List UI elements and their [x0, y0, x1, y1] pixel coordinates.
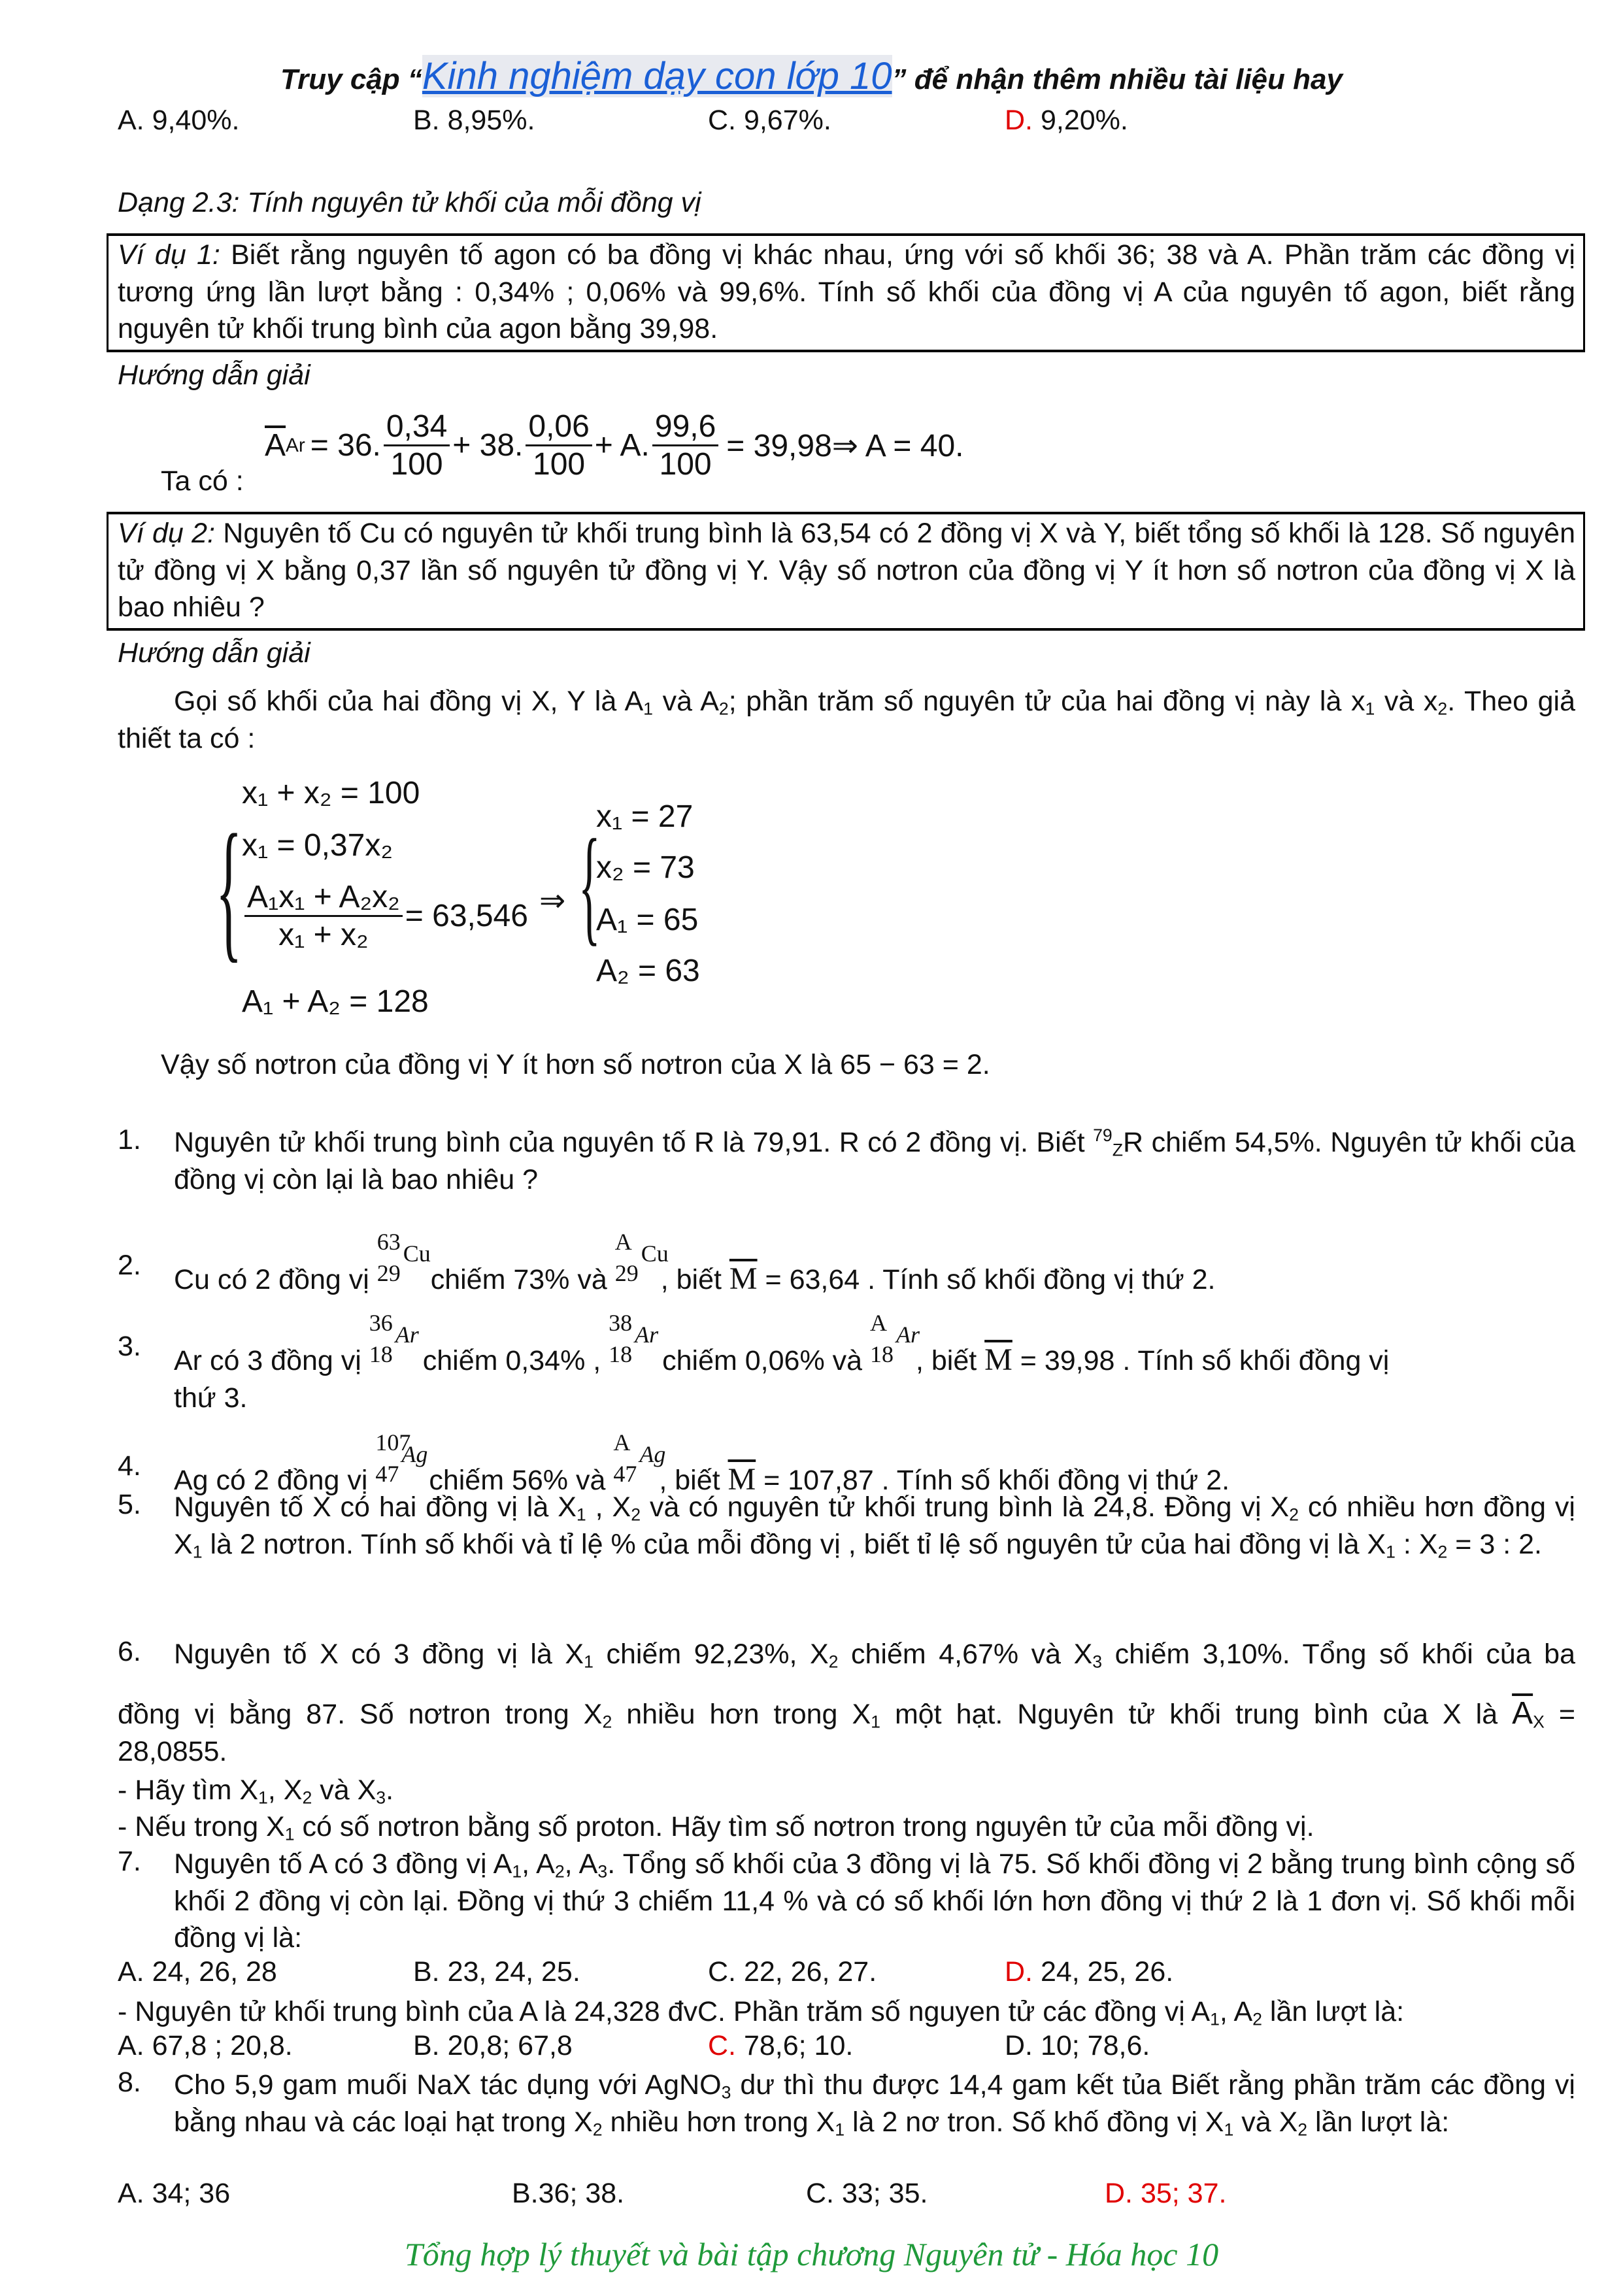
subscript: 3	[721, 2082, 731, 2103]
answer-marker: D.	[1005, 1956, 1033, 1988]
text-run: , A	[522, 1848, 555, 1880]
q-text: chiếm 73% và	[422, 1264, 615, 1295]
text-run: dư thì thu được 14,4 gam kết tủa Biết rằng phần trăm các đồng vị bằng nhau và các loại hạt trong X	[174, 2069, 1575, 2138]
q-text: Ar có 3 đồng vị	[174, 1345, 369, 1376]
atomic-number: 47	[375, 1461, 399, 1487]
text-run: Nguyên tố A có 3 đồng vị A	[174, 1848, 512, 1880]
conclusion: Vậy số nơtron của đồng vị Y ít hơn số nơtron của X là 65 − 63 = 2.	[161, 1049, 990, 1080]
subscript: 2	[1289, 1505, 1299, 1525]
mass-number: 107	[375, 1429, 411, 1456]
q-text: , biết	[660, 1264, 729, 1295]
mass-number: A	[614, 1229, 632, 1255]
subscript: 1	[1365, 699, 1375, 719]
question-number: 6.	[118, 1636, 141, 1667]
option-a: A. 67,8 ; 20,8.	[118, 2030, 293, 2061]
eq-line: x₁ = 0,37x₂	[242, 828, 393, 863]
option-b: B. 8,95%.	[413, 105, 535, 136]
example-2-text	[118, 515, 1575, 626]
subscript: 3	[597, 1861, 608, 1882]
eq-line: A₁ + A₂ = 128	[242, 984, 429, 1019]
q-text: = 63,64 . Tính số khối đồng vị thứ 2.	[757, 1264, 1216, 1295]
option-d-text: 24, 25, 26.	[1040, 1956, 1174, 1988]
atomic-number: 18	[369, 1341, 393, 1367]
q-text: Ag có 2 đồng vị	[174, 1465, 376, 1496]
text-run: có nhiều hơn đồng vị X	[174, 1491, 1575, 1560]
subscript: 1	[835, 2120, 845, 2140]
subscript: 2	[1252, 2009, 1262, 2029]
question-6-sub-2	[118, 1808, 1575, 1846]
option-c: C. 22, 26, 27.	[708, 1956, 877, 1988]
atomic-number: 47	[613, 1461, 637, 1487]
question-5	[174, 1489, 1575, 1563]
option-a: A. 34; 36	[118, 2178, 231, 2209]
text-run: một hạt. Nguyên tử khối trung bình của X là	[880, 1699, 1513, 1730]
option-c: C. 9,67%.	[708, 105, 831, 136]
option-a: A. 9,40%.	[118, 105, 240, 136]
subscript: Z	[1112, 1140, 1124, 1160]
question-2	[174, 1229, 1575, 1299]
isotope-notation	[614, 1229, 669, 1289]
q-text: chiếm 0,06% và	[654, 1345, 870, 1376]
answer-marker: C.	[708, 2030, 736, 2061]
text-run: và A	[652, 686, 719, 717]
question-number: 2.	[118, 1250, 141, 1281]
q-text: chiếm 0,34% ,	[414, 1345, 609, 1376]
right-brace: {	[578, 813, 601, 957]
header-banner	[0, 54, 1623, 98]
option-d	[1005, 105, 1128, 137]
element-symbol: Ag	[401, 1441, 428, 1467]
text-run: , X	[586, 1491, 631, 1523]
q-text: chiếm 56% và	[421, 1465, 614, 1496]
eq-line	[242, 879, 528, 953]
option-d-text: 9,20%.	[1040, 105, 1128, 136]
formula-term: + A.	[594, 428, 650, 463]
numerator: 0,06	[526, 408, 592, 446]
q-text: , biết	[659, 1465, 728, 1496]
denominator: x₁ + x₂	[278, 918, 369, 952]
option-b: B. 23, 24, 25.	[413, 1956, 580, 1988]
mass-number: A	[869, 1310, 887, 1336]
option-c	[708, 2030, 853, 2062]
question-8	[174, 2067, 1575, 2140]
isotope-notation	[869, 1310, 920, 1370]
numerator: A₁x₁ + A₂x₂	[244, 879, 403, 917]
text-run: chiếm 3,10%. Tổng số khối của ba	[1102, 1639, 1575, 1670]
text-run: lần lượt là:	[1262, 1996, 1405, 2027]
element-symbol: Ag	[639, 1441, 666, 1467]
text-run: , A	[564, 1848, 598, 1880]
fraction	[526, 408, 592, 482]
text-run: - Hãy tìm X	[118, 1774, 259, 1806]
mean-mass-sub: X	[1533, 1712, 1545, 1732]
text-run: nhiều hơn trong X	[602, 2106, 835, 2138]
subscript: 1	[1224, 2120, 1234, 2140]
subscript: 1	[871, 1712, 880, 1732]
atomic-number: 29	[614, 1260, 639, 1286]
subscript: 1	[512, 1861, 522, 1882]
element-symbol: Ar	[395, 1322, 419, 1348]
header-link[interactable]: Kinh nghiệm dạy con lớp 10	[422, 55, 892, 97]
question-number: 3.	[118, 1331, 141, 1362]
text-run: nhiều hơn trong X	[612, 1699, 871, 1730]
text-run: và X	[1233, 2106, 1298, 2138]
text-run: lần lượt là:	[1307, 2106, 1450, 2138]
result-line: x₁ = 27	[596, 799, 694, 834]
text-run: Gọi số khối của hai đồng vị X, Y là A	[174, 686, 644, 717]
question-number: 8.	[118, 2067, 141, 2098]
answer-marker: D.	[1005, 105, 1033, 136]
question-1	[174, 1124, 1575, 1198]
example-1-text	[118, 237, 1575, 348]
text-run: chiếm 4,67% và X	[838, 1639, 1093, 1670]
subscript: 2	[631, 1505, 641, 1525]
text-run: đồng vị bằng 87. Số nơtron trong X	[118, 1699, 603, 1730]
isotope-notation	[609, 1310, 659, 1370]
text-run: : X	[1395, 1528, 1438, 1560]
result-line: x₂ = 73	[596, 850, 695, 885]
isotope-notation	[369, 1310, 419, 1370]
option-a: A. 24, 26, 28	[118, 1956, 277, 1988]
guide-2-text	[118, 683, 1575, 757]
mean-mass-symbol: $\overline{M}$	[729, 1261, 758, 1296]
option-c-text: 78,6; 10.	[743, 2030, 854, 2061]
left-brace: {	[216, 802, 243, 976]
element-symbol: Ar	[635, 1322, 659, 1348]
isotope-notation	[376, 1229, 431, 1289]
formula-lead: Ta có :	[161, 465, 244, 497]
mass-number: 63	[376, 1229, 401, 1255]
subscript: 2	[1437, 699, 1448, 719]
fraction	[652, 408, 718, 482]
eq-value: = 63,546	[405, 899, 528, 933]
isotope-notation	[613, 1429, 666, 1489]
formula-lhs: $\overline{A}$	[265, 428, 286, 463]
text-run: . Tổng số khối của 3 đồng vị là 75. Số khối đồng vị 2 bằng trung bình cộng số khối 2 đồng vị còn lại. Đồng vị thứ 3 chiếm 11,4 % và có số khối lớn hơn đồng vị thứ 2 là 1 đơn vị. Số khối mỗi đồng vị là:	[174, 1848, 1576, 1954]
formula-result: = 39,98⇒ A = 40.	[726, 428, 964, 463]
q-text	[118, 1699, 1512, 1730]
option-b: B.36; 38.	[512, 2178, 625, 2209]
question-3	[174, 1310, 1575, 1416]
subscript: 1	[576, 1505, 586, 1525]
text-run: - Nếu trong X	[118, 1811, 285, 1842]
fraction	[244, 879, 403, 953]
header-prefix: Truy cập “	[280, 63, 422, 95]
guide-label-2: Hướng dẫn giải	[118, 637, 310, 669]
subscript: 2	[828, 1652, 839, 1672]
denominator: 100	[659, 447, 712, 482]
option-d	[1005, 1956, 1173, 1988]
header-suffix: ” để nhận thêm nhiều tài liệu hay	[892, 63, 1343, 95]
text-run: ; phần trăm số nguyên tử của hai đồng vị này là x	[728, 686, 1365, 717]
element-symbol: Cu	[403, 1240, 431, 1267]
text-run: .	[386, 1774, 394, 1806]
text-run: , X	[267, 1774, 303, 1806]
result-line: A₂ = 63	[596, 954, 700, 988]
question-6-sub-1	[118, 1772, 1575, 1809]
subscript: 1	[1386, 1542, 1396, 1562]
subscript: 1	[584, 1652, 594, 1672]
q-text: , biết	[915, 1345, 985, 1376]
implies-arrow: ⇒	[539, 884, 566, 918]
subscript: 2	[1437, 1542, 1448, 1562]
footer-title: Tổng hợp lý thuyết và bài tập chương Nguyên tử - Hóa học 10	[404, 2236, 1219, 2272]
subscript: 2	[302, 1788, 312, 1808]
example-1-label: Ví dụ 1:	[118, 239, 220, 271]
atomic-number: 29	[376, 1260, 401, 1286]
text-run: Nguyên tử khối trung bình của nguyên tố R là 79,91. R có 2 đồng vị. Biết	[174, 1127, 1094, 1158]
text-run: = 3 : 2.	[1447, 1528, 1542, 1560]
subscript: 1	[258, 1788, 268, 1808]
question-6-line-1	[174, 1636, 1575, 1673]
atomic-number: 18	[609, 1341, 633, 1367]
formula-term: + 38.	[452, 428, 524, 463]
formula-term: = 36.	[310, 428, 381, 463]
subscript: 3	[376, 1788, 386, 1808]
mass-number: 38	[609, 1310, 633, 1336]
q-text: thứ 3.	[174, 1382, 248, 1414]
text-run: R chiếm 54,5%. Nguyên tử khối của đồng vị còn lại là bao nhiêu ?	[174, 1127, 1575, 1195]
element-symbol: Ar	[895, 1322, 920, 1348]
eq-line: x₁ + x₂ = 100	[242, 776, 420, 810]
option-c: C. 33; 35.	[806, 2178, 928, 2209]
text-run: . Theo giả thiết ta có :	[118, 686, 1576, 754]
section-title: Dạng 2.3: Tính nguyên tử khối của mỗi đồng vị	[118, 187, 701, 218]
text-run: có số nơtron bằng số proton. Hãy tìm số nơtron trong nguyên tử của mỗi đồng vị.	[294, 1811, 1314, 1842]
guide-label-1: Hướng dẫn giải	[118, 359, 310, 391]
example-1-body: Biết rằng nguyên tố agon có ba đồng vị khác nhau, ứng với số khối 36; 38 và A. Phần trăm các đồng vị tương ứng lần lượt bằng : 0,34% ; 0,06% và 99,6%. Tính số khối của đồng vị A của nguyên tố agon, biết rằng nguyên tử khối trung bình của agon bằng 39,98.	[118, 239, 1575, 344]
text-run: là 2 nơtron. Tính số khối và tỉ lệ % của mỗi đồng vị , biết tỉ lệ số nguyên tử của hai đồng vị là X	[202, 1528, 1386, 1560]
text-run: là 2 nơ tron. Số khố đồng vị X	[845, 2106, 1224, 2138]
subscript: 1	[643, 699, 653, 719]
question-number: 1.	[118, 1124, 141, 1156]
q-text: Cu có 2 đồng vị	[174, 1264, 377, 1295]
element-symbol: Cu	[641, 1240, 669, 1267]
text-run: Nguyên tố X có hai đồng vị là X	[174, 1491, 577, 1523]
subscript: 2	[592, 2120, 603, 2140]
numerator: 0,34	[384, 408, 450, 446]
numerator: 99,6	[652, 408, 718, 446]
q-text: =	[1544, 1699, 1575, 1730]
text-run: Cho 5,9 gam muối NaX tác dụng với AgNO	[174, 2069, 722, 2101]
subscript: 2	[718, 699, 729, 719]
question-6-value: 28,0855.	[118, 1736, 227, 1767]
fraction	[384, 408, 450, 482]
question-7	[174, 1846, 1575, 1957]
question-6-line-2	[118, 1695, 1575, 1733]
denominator: 100	[390, 447, 443, 482]
subscript: 3	[1092, 1652, 1103, 1672]
question-7-sub	[118, 1993, 1575, 2031]
q-text: = 39,98 . Tính số khối đồng vị	[1012, 1345, 1390, 1376]
subscript: 2	[1297, 2120, 1308, 2140]
denominator: 100	[533, 447, 586, 482]
question-number: 5.	[118, 1489, 141, 1520]
superscript: 79	[1093, 1125, 1113, 1146]
option-d-correct: D. 35; 37.	[1105, 2178, 1227, 2209]
formula-1: $\overline{A}$ Ar = 36. $\frac{0,34}{100}$ + 38. $\frac{0,06}{100}$ + A. $\frac{99,6}{100}$ = 39,98⇒ A = 40.	[265, 409, 964, 482]
result-line: A₁ = 65	[596, 903, 699, 937]
question-number: 7.	[118, 1846, 141, 1877]
text-run: và có nguyên tử khối trung bình là 24,8. Đồng vị X	[641, 1491, 1290, 1523]
subscript: 1	[192, 1542, 203, 1562]
text-run: Nguyên tố X có 3 đồng vị là X	[174, 1639, 584, 1670]
text-run: - Nguyên tử khối trung bình của A là 24,328 đvC. Phần trăm số nguyen tử các đồng vị A	[118, 1996, 1211, 2027]
text-run: , A	[1219, 1996, 1253, 2027]
example-2-body: Nguyên tố Cu có nguyên tử khối trung bình là 63,54 có 2 đồng vị X và Y, biết tổng số khối là 128. Số nguyên tử đồng vị X bằng 0,37 lần số nguyên tử đồng vị Y. Vậy số nơtron của đồng vị Y ít hơn số nơtron của đồng vị X là bao nhiêu ?	[118, 518, 1575, 623]
option-d: D. 10; 78,6.	[1005, 2030, 1150, 2061]
question-number: 4.	[118, 1450, 141, 1482]
subscript: 2	[602, 1712, 612, 1732]
atomic-number: 18	[869, 1341, 894, 1367]
mass-number: A	[613, 1429, 631, 1456]
mass-number: 36	[369, 1310, 393, 1336]
mean-mass-symbol: $\overline{M}$	[728, 1462, 756, 1497]
mean-mass-symbol: $\overline{M}$	[984, 1342, 1012, 1377]
q-text: = 107,87 . Tính số khối đồng vị thứ 2.	[756, 1465, 1230, 1496]
option-b: B. 20,8; 67,8	[413, 2030, 573, 2061]
subscript: 1	[284, 1824, 295, 1844]
mean-mass-symbol: $\overline{A}$	[1512, 1696, 1533, 1731]
isotope-notation	[375, 1429, 428, 1489]
text-run: và X	[312, 1774, 376, 1806]
example-2-label: Ví dụ 2:	[118, 518, 215, 549]
subscript: 2	[554, 1861, 565, 1882]
subscript: 1	[1210, 2009, 1220, 2029]
text-run: chiếm 92,23%, X	[593, 1639, 829, 1670]
text-run: và x	[1375, 686, 1438, 717]
